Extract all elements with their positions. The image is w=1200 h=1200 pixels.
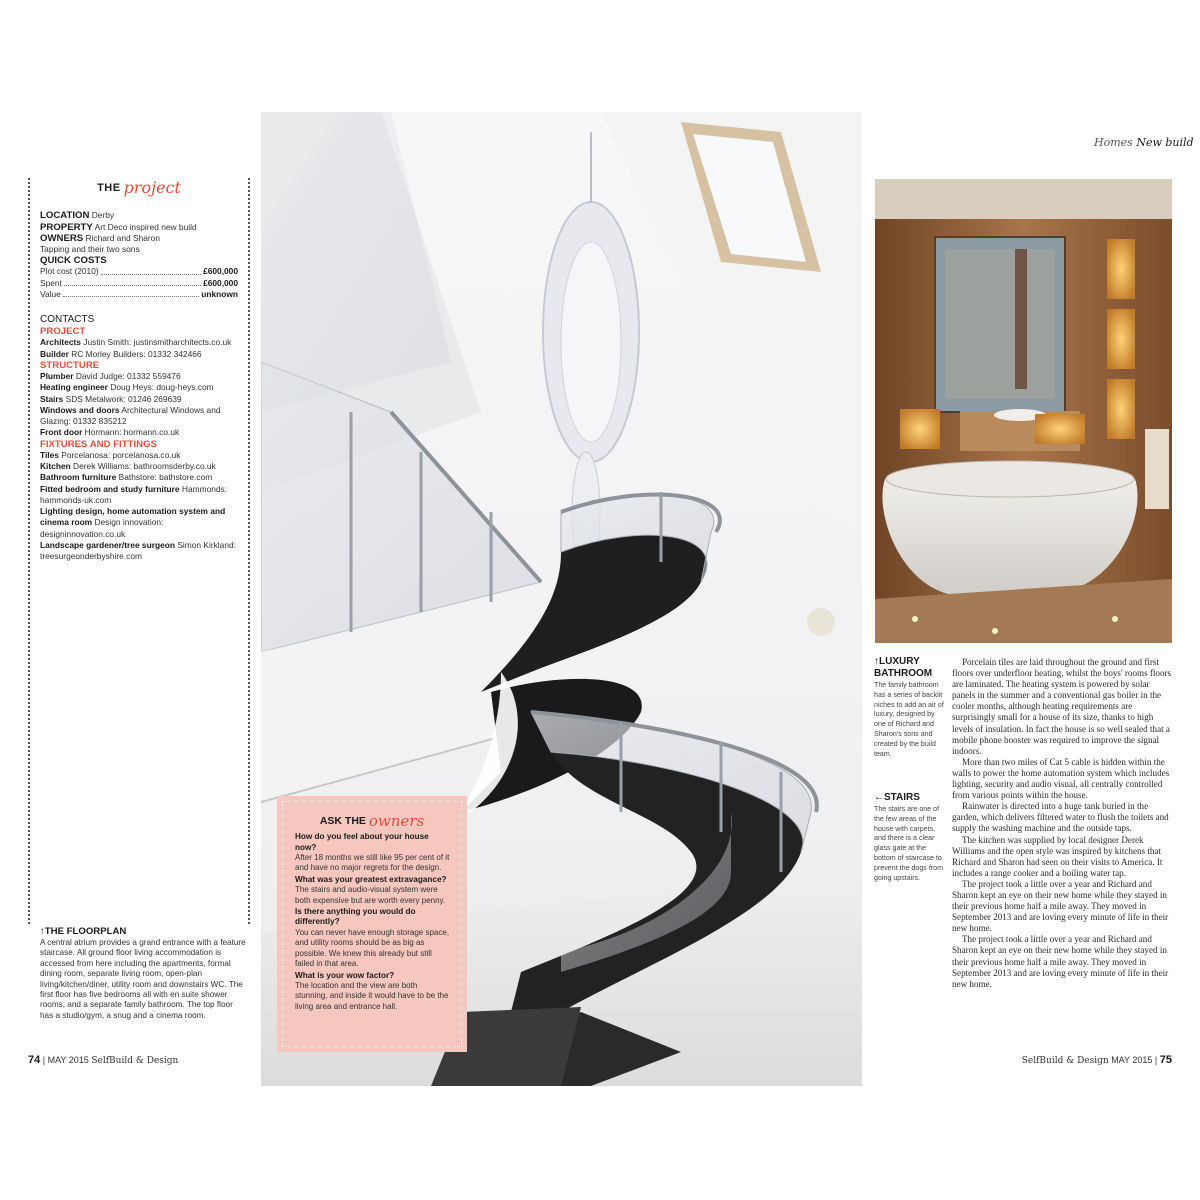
ask-box-qa <box>295 832 451 1012</box>
contact-front-door: Front door Hormann: hormann.co.uk <box>40 427 180 438</box>
ask-box-dotted-border <box>282 801 462 1047</box>
question-4: What is your wow factor? <box>295 970 395 980</box>
folio-left: 74 | MAY 2015 SelfBuild & Design <box>28 1054 179 1066</box>
ask-box-heading: ASK THE owners <box>319 812 425 830</box>
body-paragraph: Porcelain tiles are laid throughout the ground and first floors over underfloor heating, whilst the boys' rooms floors are laminated. The heating system is powered by solar panels in the summer and a conventional gas boiler in the cooler months, although heating requirements are surprisingly small for a house of its size, thanks to high levels of insulation. In fact the house is so well sealed that a mobile phone booster was required to improve the signal indoors. <box>952 657 1172 756</box>
owners-row: OWNERS Richard and Sharon Tapping and their two sons <box>40 232 160 255</box>
question-2: What was your greatest extravagance? <box>295 874 447 884</box>
article-body <box>952 657 1174 990</box>
bathroom-caption-title: ↑LUXURY BATHROOM <box>874 656 933 679</box>
body-paragraph: More than two miles of Cat 5 cable is hidden within the walls to power the home automation system which includes lighting, security and audio visual, all centrally controlled from various points within the house. <box>952 756 1170 801</box>
floorplan-caption <box>40 926 248 1021</box>
project-info-box <box>28 178 250 924</box>
stairs-caption <box>874 792 946 883</box>
project-subheading: PROJECT <box>40 326 86 338</box>
cost-row-spent: Spent £600,000 <box>40 277 238 288</box>
stairs-caption-text: The stairs are one of the few areas of the house with carpets, and there is a clear glass gate at the bottom of staircase to prevent the dogs from going upstairs. <box>874 805 944 882</box>
stairs-caption-title: ←STAIRS <box>874 792 920 803</box>
answer-4: The location and the view are both stunning, and inside it would have to be the living area and entrance hall. <box>295 980 449 1011</box>
project-heading: THE project <box>97 178 181 197</box>
cost-row-value: Value unknown <box>40 289 238 300</box>
body-paragraph: The kitchen was supplied by local designer Derek Williams and the open style was inspired by kitchens that Richard and Sharon had seen on their visits to America. It includes a range cooker and a boiling water tap. <box>952 834 1163 878</box>
contact-heating: Heating engineer Doug Heys: doug-heys.com <box>40 382 214 393</box>
body-paragraph: The project took a little over a year and Richard and Sharon kept an eye on their new home while they stayed in their previous home half a mile away. They moved in September 2013 and are loving every minute of life in their new home. <box>952 878 1169 934</box>
answer-2: The stairs and audio-visual system were both expensive but are worth every penny. <box>295 885 446 905</box>
contact-bathroom-furniture: Bathroom furniture Bathstore: bathstore.com <box>40 472 213 483</box>
ask-the-owners-box <box>277 796 467 1052</box>
floorplan-text: A central atrium provides a grand entrance with a feature staircase. All ground floor living accommodation is accessed from here including the apartments, formal dining room, separate living room, open-plan living/kitchen/diner, utility room and downstairs WC. The first floor has five bedrooms all with en suite shower rooms, and a separate family bathroom. The top floor has a studio/gym, a snug and a cinema room. <box>40 938 246 1020</box>
contact-windows: Windows and doors Architectural Windows and Glazing: 01332 835212 <box>40 404 221 427</box>
contacts-heading: CONTACTS <box>40 314 95 326</box>
contact-tiles: Tiles Porcelanosa: porcelanosa.co.uk <box>40 449 181 460</box>
body-paragraph: Rainwater is directed into a huge tank buried in the garden, which delivers filtered water to flush the toilets and supply the washing machine and the outside taps. <box>952 801 1169 834</box>
contact-kitchen: Kitchen Derek Williams: bathroomsderby.co.uk <box>40 460 216 471</box>
contact-plumber: Plumber David Judge: 01332 559476 <box>40 370 181 381</box>
quick-costs-heading: QUICK COSTS <box>40 255 107 267</box>
fixtures-subheading: FIXTURES AND FITTINGS <box>40 438 157 450</box>
question-3: Is there anything you would do differently? <box>295 907 416 927</box>
dotted-rule-right <box>248 178 250 924</box>
section-label: Homes New build <box>1094 136 1194 149</box>
contact-builder: Builder RC Morley Builders: 01332 342466 <box>40 348 202 359</box>
folio-right: SelfBuild & Design MAY 2015 | 75 <box>1021 1054 1172 1066</box>
dotted-rule-left <box>28 178 30 924</box>
contact-fitted-furniture: Fitted bedroom and study furniture Hammonds: hammonds-uk.com <box>40 483 228 505</box>
location-row: LOCATION Derby <box>40 210 115 222</box>
bathroom-illustration <box>875 179 1172 643</box>
bathroom-caption-text: The family bathroom has a series of backlit niches to add an air of luxury, designed by one of Richard and Sharon's sons and created by the build team. <box>874 681 944 758</box>
contact-architects: Architects Justin Smith: justinsmitharchitects.co.uk <box>40 337 232 348</box>
contact-landscape: Landscape gardener/tree surgeon Simon Kirkland: treesurgeonderbyshire.com <box>40 540 236 562</box>
floorplan-title: ↑THE FLOORPLAN <box>40 926 127 937</box>
structure-subheading: STRUCTURE <box>40 359 100 371</box>
contact-stairs: Stairs SDS Metalwork: 01246 269639 <box>40 393 182 404</box>
answer-3: You can never have enough storage space, and utility rooms should be as big as possible. We knew this already but still failed in that area. <box>295 927 450 969</box>
question-1: How do you feel about your house now? <box>295 832 429 852</box>
answer-1: After 18 months we still like 95 per cent of it and have no major regrets for the design. <box>295 853 450 873</box>
cost-row-plot: Plot cost (2010) £600,000 <box>40 266 238 277</box>
body-paragraph: The project took a little over a year and Richard and Sharon kept an eye on their new home while they stayed in their previous home half a mile away. They moved in September 2013 and are loving every minute of life in their new home. <box>952 934 1169 989</box>
bathroom-photo <box>875 179 1172 643</box>
contact-lighting: Lighting design, home automation system and cinema room Design innovation: designinnovation.co.uk <box>40 506 226 539</box>
bathroom-caption <box>874 656 946 759</box>
property-row: PROPERTY Art Deco inspired new build <box>40 221 197 233</box>
